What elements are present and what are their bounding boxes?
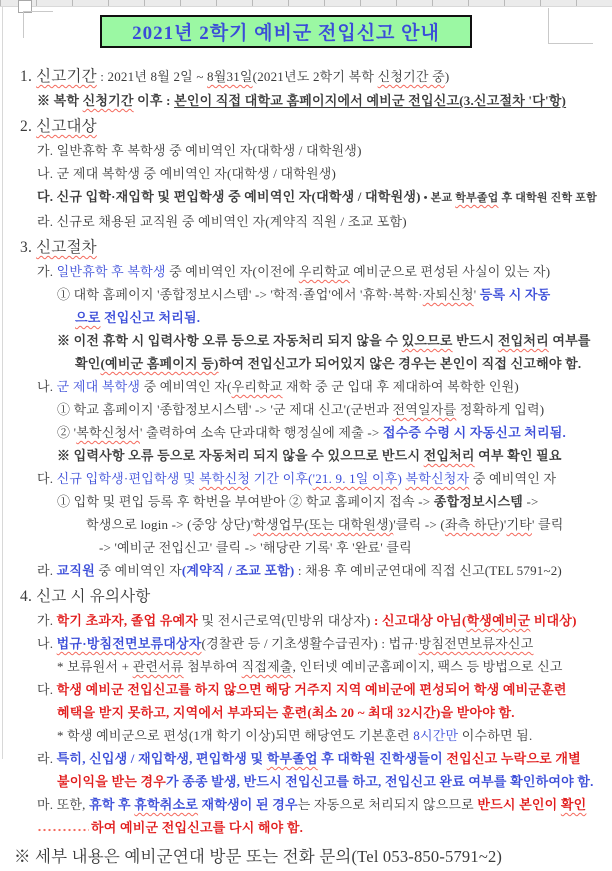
doc-line	[0, 329, 606, 352]
doc-text-run: 1.	[20, 68, 37, 85]
doc-line	[0, 260, 606, 283]
doc-text-run: 및 전시근로역(민방위 대상자)	[198, 613, 371, 628]
doc-line	[0, 513, 606, 536]
doc-text-run: * 학생 예비군으로 편성(1개 학기 이상)되면 해당연도 기본훈련	[57, 728, 414, 743]
doc-text-run: 가. 일반휴학 후 복학생 중 예비역인 자(대학생 / 대학원생)	[37, 143, 362, 158]
doc-text-run: 전입처리	[423, 448, 475, 463]
doc-line	[0, 770, 606, 793]
doc-text-run: 재학생이 된 경우	[198, 797, 298, 812]
doc-text-run: 종합정보시스템	[433, 494, 524, 509]
doc-line	[0, 162, 606, 185]
doc-text-run: 라. 신규로 채용된 교직원 중 예비역인 자(계약직 직원 / 조교 포함)	[37, 214, 407, 229]
page-title: 2021년 2학기 예비군 전입신고 안내	[132, 23, 440, 44]
doc-line	[0, 490, 606, 513]
doc-text-run: * 보류원서 +	[57, 659, 133, 674]
doc-text-run: :	[96, 69, 108, 84]
doc-text-run: 신고대상	[36, 118, 97, 135]
doc-text-run: 하여 예비군 전입신고를 다시 해야 함.	[91, 820, 304, 835]
doc-line	[0, 352, 606, 375]
doc-text-run: 있으므로	[401, 333, 453, 348]
doc-line	[0, 139, 606, 162]
doc-line	[0, 816, 606, 839]
doc-text-run: 하여 전입신고가 되어있지 않은 경우는 본인이 직접 신고해야 함.	[218, 356, 582, 371]
doc-text-run: 가	[165, 774, 183, 789]
doc-text-run: 반드시	[452, 333, 498, 348]
doc-text-run: )'	[499, 517, 507, 532]
doc-text-run: 2.	[20, 118, 37, 135]
doc-text-run: 좌측 하단	[444, 517, 500, 532]
doc-text-run: 일반휴학 후 복학생	[56, 264, 166, 279]
doc-line	[0, 283, 606, 306]
doc-text-run: 는 자동으로 처리되지 않으므로	[297, 797, 478, 812]
doc-text-run: '21. 9. 1일 이후	[312, 471, 398, 486]
doc-text-run: 접수증 수령 시 자동신고 처리됨.	[382, 425, 566, 440]
doc-line	[0, 210, 606, 233]
doc-text-run: 정확하게 입력)	[456, 402, 545, 417]
doc-text-run: ① 학교 홈페이지 '종합정보시스템' -> '군 제대 신고'(군번과	[57, 402, 393, 417]
doc-line	[0, 306, 606, 329]
doc-text-run: 후 대학원 진학 포함	[498, 192, 597, 204]
doc-text-run: 관련서류	[132, 659, 184, 674]
doc-line	[0, 632, 606, 655]
doc-text-run: 비대상)	[530, 613, 577, 628]
doc-text-run: 군 제대 복학생	[56, 379, 141, 394]
doc-line	[0, 115, 606, 139]
doc-text-run: 이수하면 됨.	[458, 728, 533, 743]
doc-text-run: 신고대상 아님(	[382, 613, 467, 628]
doc-line	[0, 724, 606, 747]
doc-text-run: 학생 예비군 전입신고를 하지 않으면 해당 거주지 지역 예비군에 편성되어 학생 예비군훈련	[56, 682, 567, 697]
doc-text-run: 나. 군 제대 복학생 중 예비역인 자(대학생 / 대학원생)	[37, 166, 337, 181]
doc-text-run: 가.	[37, 264, 57, 279]
doc-text-run: 여부를	[548, 333, 591, 348]
doc-text-run: ※ 입력사항 오류 등으로 자동처리 되지 않을 수 있으므로 반드시	[57, 448, 424, 463]
doc-text-run: 중 예비역인 자	[94, 563, 182, 578]
doc-text-run: 복학신청	[199, 471, 251, 486]
doc-line	[0, 236, 606, 260]
doc-text-run: ->	[523, 494, 539, 509]
doc-text-run: 이후 :	[133, 93, 175, 108]
doc-text-run: 학생업무(또는 대학원생)	[253, 517, 394, 532]
doc-text-run: 2021년 8월 2일 ~	[107, 69, 208, 84]
doc-text-run: 복학신청서	[76, 425, 140, 440]
doc-text-run: 방침전면보류자신고	[418, 636, 534, 651]
doc-text-run: 신청기간	[82, 93, 134, 108]
doc-text-run: , 인터넷 예비군홈페이지, 팩스 등 방법으로 신고	[292, 659, 563, 674]
doc-text-run: 확인	[75, 356, 101, 371]
doc-line	[0, 536, 606, 559]
doc-text-run: 기간 이후(	[250, 471, 313, 486]
doc-text-run: 전입신고 처리됨.	[100, 310, 201, 325]
doc-text-run: 휴학취소로	[134, 797, 199, 812]
doc-text-run: 우리학교	[298, 264, 350, 279]
doc-text-run: 으로	[75, 310, 101, 325]
doc-text-run: ① 대학 홈페이지 '종합정보시스템' -> '학적·졸업'에서 '휴학·복학·	[57, 287, 423, 302]
doc-line	[0, 585, 606, 609]
doc-text-run: 복학신청자	[405, 471, 470, 486]
doc-text-run: 신규 입학생·편입학생 및	[56, 471, 200, 486]
doc-text-run: 혜택을 받지 못하고, 지역에서 부과되는 훈련(최소 20 ~ 최대 32시간)을 받아야 함.	[57, 705, 515, 720]
doc-text-run: 학생예비군	[466, 613, 531, 628]
doc-text-run: '클릭 -> (	[393, 517, 445, 532]
doc-text-run: 신고절차	[36, 239, 97, 256]
doc-text-run: 확인	[560, 797, 587, 812]
doc-text-run: 특히, 신입생 / 재입학생, 편입학생 및	[56, 751, 267, 766]
doc-text-run: : 채용 후 예비군연대에 직접 신고(TEL 5791~2)	[294, 563, 562, 578]
doc-text-run: (3.신고절차 '다'항)	[459, 93, 567, 108]
doc-text-run: 신고기간	[36, 68, 97, 85]
doc-text-run: 중 예비역인 자	[469, 471, 557, 486]
doc-line	[0, 678, 606, 701]
doc-text-run: (경찰관 등 / 기초생활수급권자) : 법규·	[201, 636, 419, 651]
doc-text-run: 전입신고 누락으로 개별	[446, 751, 581, 766]
doc-text-run: 다.	[37, 471, 57, 486]
doc-text-run: 불이익을 받는 경우	[57, 774, 166, 789]
doc-text-run: 3.	[20, 239, 37, 256]
doc-text-run: )	[444, 69, 450, 84]
doc-text-run: 4. 신고 시 유의사항	[20, 588, 151, 605]
doc-text-run: )	[397, 471, 406, 486]
doc-text-run: 라.	[37, 563, 57, 578]
doc-text-run: 재학 중 군 입대 후 제대하여 복학한 인원)	[282, 379, 519, 394]
title-banner	[100, 15, 472, 48]
doc-line	[0, 467, 606, 490]
doc-text-run: -> '예비군 전입신고' 클릭 -> '해당란 기록' 후 '완료' 클릭	[99, 540, 412, 555]
doc-text-run: 전역일자를	[392, 402, 457, 417]
doc-text-run: 전입처리	[497, 333, 549, 348]
doc-line	[0, 655, 606, 678]
doc-text-run: 휴학 후	[89, 797, 135, 812]
doc-text-run: 중 예비역인 자(	[140, 379, 232, 394]
ruler-bar	[0, 0, 612, 7]
doc-line	[0, 609, 606, 632]
margin-corner-mark	[548, 8, 549, 44]
doc-text-run: 예비군으로 편성된 사실이 있는 자)	[349, 264, 551, 279]
doc-text-run: ' 출력하여 소속 단과대학 행정실에 제출 ->	[140, 425, 383, 440]
doc-line	[0, 701, 606, 724]
margin-corner-mark	[548, 43, 593, 44]
doc-text-run: ※ 복학	[37, 93, 83, 108]
doc-text-run: (2021년도 2학기 복학	[252, 69, 378, 84]
doc-text-run: 나.	[37, 636, 57, 651]
doc-line	[0, 375, 606, 398]
doc-text-run: 마. 또한,	[37, 797, 90, 812]
doc-text-run: (계약직 / 조교 포함)	[181, 563, 295, 578]
doc-text-run: 라.	[37, 751, 57, 766]
doc-text-run: 첨부하여	[183, 659, 242, 674]
doc-text-run: 우리학교	[231, 379, 283, 394]
doc-text-run: 법규·방침전면보류대상자	[56, 636, 202, 651]
doc-text-run: 나.	[37, 379, 57, 394]
margin-corner-mark	[23, 11, 53, 12]
doc-text-run: 학부졸업	[266, 751, 318, 766]
doc-text-run: 자퇴신청	[422, 287, 474, 302]
doc-text-run: 8시간만	[413, 728, 459, 743]
doc-text-run: 교직원	[56, 563, 95, 578]
doc-text-run: :	[370, 613, 383, 628]
doc-line	[0, 559, 606, 582]
doc-text-run: 종종 발생, 반드시 전입신고를 하고, 전입신고 완료 여부를 확인하여야 함.	[182, 774, 594, 789]
doc-text-run: 학부졸업	[455, 192, 499, 204]
doc-text-run: ' 클릭	[532, 517, 564, 532]
doc-text-run: ※ 이전 휴학 시 입력사항 오류 등으로 자동처리 되지 않을 수	[57, 333, 402, 348]
doc-line	[0, 793, 606, 816]
doc-line	[0, 421, 606, 444]
doc-text-run: (예비군 홈페이지 등)	[100, 356, 219, 371]
doc-text-run: 기타	[506, 517, 532, 532]
margin-corner-mark	[23, 11, 24, 38]
doc-line	[0, 185, 606, 210]
doc-text-run: 직접제출	[241, 659, 293, 674]
doc-text-run: 다.	[37, 682, 57, 697]
doc-text-run: 반드시 본인이	[477, 797, 561, 812]
doc-text-run: 등록 시 자동	[479, 287, 551, 302]
doc-line	[0, 65, 606, 89]
doc-text-run: 후 대학원 진학생들이	[317, 751, 447, 766]
doc-text-run: 다. 신규 입학·재입학 및 편입학생 중 예비역인 자(대학생 / 대학원생)	[37, 189, 421, 204]
doc-text-run: 8월31일	[207, 69, 253, 84]
doc-text-run: 중 예비역인 자(이전에	[165, 264, 299, 279]
doc-text-run: ② '	[57, 425, 77, 440]
doc-text-run: 학기 초과자, 졸업 유예자	[56, 613, 199, 628]
doc-text-run: 가.	[37, 613, 57, 628]
doc-text-run	[37, 828, 89, 832]
doc-line	[0, 747, 606, 770]
contact-footer: ※ 세부 내용은 예비군연대 방문 또는 전화 문의(Tel 053-850-5791~2)	[14, 847, 503, 866]
doc-text-run: 여부 확인 필요	[474, 448, 562, 463]
doc-text-run: • 본교	[420, 192, 456, 204]
doc-line	[0, 89, 606, 112]
doc-text-run: 신청기간 중	[377, 69, 445, 84]
doc-text-run: 본인이 직접 대학교 홈페이지에서 예비군 전입신고	[174, 93, 460, 108]
document-body	[0, 62, 606, 871]
doc-text-run: ① 입학 및 편입 등록 후 학번을 부여받아 ② 학교 홈페이지 접속 ->	[57, 494, 434, 509]
doc-line	[0, 444, 606, 467]
doc-line	[0, 398, 606, 421]
doc-text-run: '	[473, 287, 480, 302]
doc-text-run: 학생으로 login -> (중앙 상단)'	[86, 517, 254, 532]
